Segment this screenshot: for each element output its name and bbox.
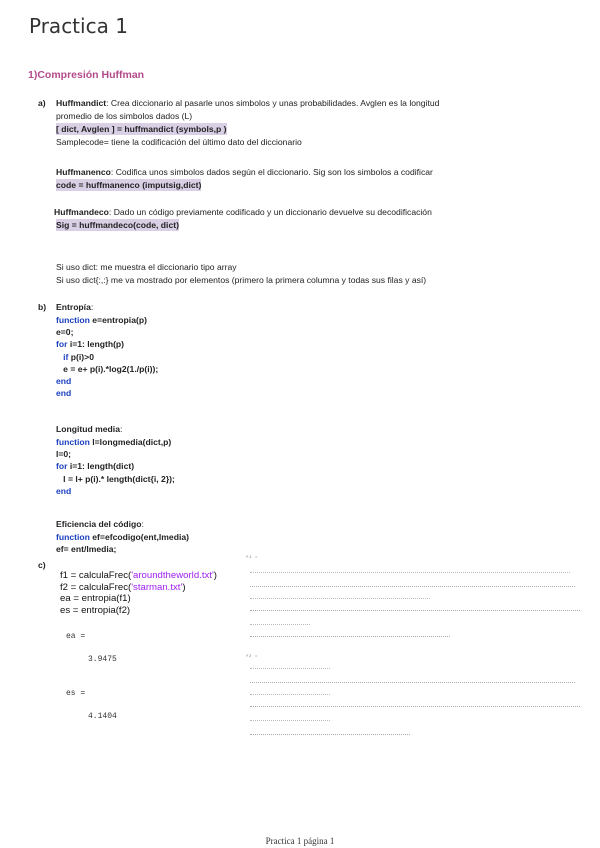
- code-keyword: end: [56, 485, 72, 496]
- code-text: i=1: length(p): [67, 339, 125, 350]
- command-text: es = entropia(f2): [60, 604, 131, 616]
- command-line: [60, 582, 217, 594]
- code-line: [56, 436, 175, 448]
- output-row: [250, 668, 330, 671]
- huffmandeco-code: Sig = huffmandeco(code, dict): [56, 220, 179, 230]
- page-title: Practica 1: [29, 14, 128, 38]
- entropia-title: Entropía: [56, 302, 91, 312]
- longitud-heading: [56, 423, 122, 435]
- output-row: [250, 598, 430, 601]
- huffmanenco-text: : Codifica unos simbolos dados según el diccionario. Sig son los simbolos a codificar: [110, 167, 433, 177]
- longitud-colon: :: [119, 424, 123, 434]
- code-line: [56, 485, 175, 497]
- output-row: [250, 624, 310, 627]
- code-text: ef= ent/lmedia;: [56, 544, 117, 555]
- section-heading-huffman: 1)Compresión Huffman: [28, 69, 145, 81]
- output-row: [250, 682, 575, 685]
- huffmandict-description-2: promedio de los simbolos dados (L): [56, 111, 193, 121]
- entropia-colon: :: [90, 302, 94, 312]
- matlab-commands: [60, 570, 217, 616]
- code-keyword: function: [56, 532, 90, 542]
- command-line: [60, 570, 217, 582]
- eficiencia-title: Eficiencia del código: [56, 519, 142, 529]
- output-es-value: 4.1404: [88, 712, 117, 721]
- longitud-code-block: [56, 436, 175, 497]
- huffmanenco-description: [56, 166, 433, 178]
- code-line: [56, 460, 175, 472]
- huffmandeco-name: Huffmandeco: [54, 207, 109, 217]
- note-dict: Si uso dict: me muestra el diccionario tipo array: [56, 262, 237, 272]
- code-line: [56, 387, 158, 399]
- samplecode-text: Samplecode= tiene la codificación del último dato del diccionario: [56, 137, 302, 147]
- frequency-output-panel: [246, 556, 586, 746]
- code-text: ef=efcodigo(ent,lmedia): [89, 532, 189, 542]
- code-line: [56, 448, 175, 460]
- entropia-heading: [56, 301, 93, 313]
- code-line: [56, 326, 158, 338]
- huffmandict-code: [ dict, Avglen ] = huffmandict (symbols,p ): [56, 124, 227, 134]
- huffmandict-name: Huffmandict: [56, 98, 107, 108]
- eficiencia-colon: :: [141, 519, 144, 529]
- output-row: [250, 694, 330, 697]
- output-row: [250, 586, 575, 589]
- output-row: [250, 636, 450, 639]
- code-text: e=0;: [56, 327, 74, 338]
- huffmandeco-text: : Dado un código previamente codificado y un diccionario devuelve su decodificación: [108, 207, 432, 217]
- output-row: [250, 610, 580, 613]
- item-marker-b: b): [38, 302, 47, 312]
- output-ea-value: 3.9475: [88, 655, 117, 664]
- longitud-title: Longitud media: [56, 424, 120, 434]
- command-text: ): [213, 570, 217, 581]
- note-dict-elements: Si uso dict{:,:} me va mostrado por elementos (primero la primera columna y todas sus filas y así): [56, 275, 427, 285]
- code-text: e = e+ p(i).*log2(1./p(i));: [56, 363, 159, 374]
- huffmanenco-name: Huffmanenco: [56, 167, 111, 177]
- output-es-label: es =: [66, 689, 86, 698]
- code-line: [56, 473, 175, 485]
- output-row: [250, 572, 570, 575]
- code-line: [56, 351, 158, 363]
- output-row: [250, 734, 410, 737]
- huffmanenco-code: code = huffmanenco (imputsig,dict): [56, 180, 202, 190]
- huffmandict-description: [56, 97, 439, 109]
- output-f2-label: f2 =: [246, 655, 259, 659]
- huffmandict-text: : Crea diccionario al pasarle unos simbolos y unas probabilidades. Avglen es la longitud: [106, 98, 440, 108]
- command-line: [60, 605, 217, 617]
- code-text: l=longmedia(dict,p): [89, 437, 172, 447]
- command-text: ea = entropia(f1): [60, 593, 131, 605]
- code-keyword: function: [56, 315, 90, 325]
- output-row: [250, 720, 330, 723]
- command-line: [60, 593, 217, 605]
- code-text: p(i)>0: [68, 351, 94, 362]
- command-text: f1 = calculaFrec(: [60, 570, 132, 581]
- command-string: 'aroundtheworld.txt': [131, 570, 214, 581]
- code-line: [56, 363, 158, 375]
- code-text: l = l+ p(i).* length(dict{i, 2});: [56, 473, 175, 484]
- huffmandeco-description: [54, 206, 432, 218]
- code-keyword: for: [56, 461, 68, 472]
- entropia-code-block: [56, 314, 158, 399]
- code-line: [56, 338, 158, 350]
- code-text: i=1: length(dict): [67, 461, 135, 472]
- code-line: [56, 543, 189, 555]
- code-line: [56, 531, 189, 543]
- code-line: [56, 314, 158, 326]
- eficiencia-heading: [56, 518, 144, 530]
- code-keyword: if: [56, 351, 69, 362]
- command-string: 'starman.txt': [131, 581, 183, 593]
- code-text: e=entropia(p): [89, 315, 147, 325]
- code-line: [56, 375, 158, 387]
- code-text: l=0;: [56, 449, 72, 460]
- page-footer: Practica 1 página 1: [265, 836, 335, 846]
- output-f1-label: f1 =: [246, 556, 259, 560]
- eficiencia-code-block: [56, 531, 189, 555]
- output-ea-label: ea =: [66, 632, 86, 641]
- code-keyword: end: [56, 376, 72, 387]
- command-text: f2 = calculaFrec(: [60, 581, 132, 593]
- item-marker-a: a): [38, 98, 46, 108]
- code-keyword: for: [56, 339, 68, 350]
- output-row: [250, 706, 580, 709]
- command-text: ): [182, 581, 186, 593]
- code-keyword: end: [56, 388, 72, 399]
- code-keyword: function: [56, 437, 90, 447]
- item-marker-c: c): [38, 560, 46, 570]
